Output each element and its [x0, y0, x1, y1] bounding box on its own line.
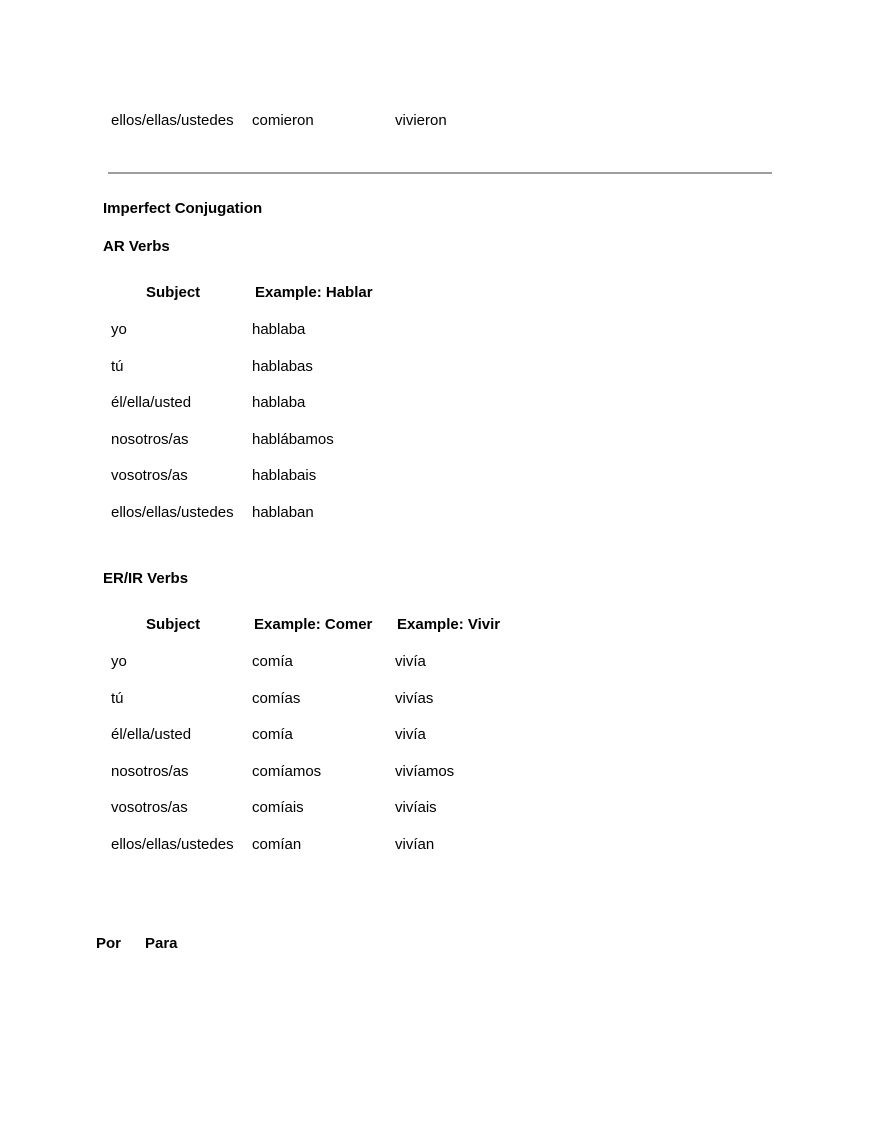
comer-cell: comieron	[252, 112, 314, 129]
subject-cell: nosotros/as	[111, 430, 189, 448]
conjugation-cell: vivían	[395, 836, 435, 853]
column-header: Subject	[146, 616, 201, 633]
column-header: Subject	[146, 284, 201, 301]
subject-cell: nosotros/as	[111, 762, 189, 780]
subject-cell: él/ella/usted	[111, 394, 192, 412]
subject-cell: ellos/ellas/ustedes	[111, 836, 234, 853]
conjugation-cell: hablábamos	[252, 430, 334, 448]
para-heading: Para	[145, 935, 178, 952]
conjugation-cell: vivíamos	[395, 762, 455, 780]
conjugation-cell: comía	[252, 726, 293, 744]
conjugation-cell: comía	[252, 653, 293, 670]
conjugation-cell: comíais	[252, 799, 304, 817]
conjugation-cell: comíamos	[252, 762, 322, 780]
conjugation-cell: hablaban	[252, 504, 314, 521]
conjugation-cell: comían	[252, 836, 302, 853]
subject-cell: ellos/ellas/ustedes	[111, 112, 234, 129]
subject-cell: yo	[111, 321, 127, 338]
subject-cell: tú	[111, 357, 124, 375]
conjugation-cell: vivíais	[395, 799, 437, 817]
conjugation-cell: hablaba	[252, 394, 306, 412]
section-title: Imperfect Conjugation	[103, 200, 263, 217]
conjugation-cell: hablaba	[252, 321, 306, 338]
conjugation-cell: vivías	[395, 689, 434, 707]
vivir-cell: vivieron	[395, 112, 447, 129]
conjugation-cell: hablabas	[252, 357, 313, 375]
subject-cell: yo	[111, 653, 127, 670]
conjugation-cell: hablabais	[252, 467, 317, 485]
por-heading: Por	[96, 935, 122, 952]
column-header: Example: Vivir	[397, 616, 501, 633]
subject-cell: ellos/ellas/ustedes	[111, 504, 234, 521]
conjugation-cell: vivía	[395, 653, 426, 670]
conjugation-cell: vivía	[395, 726, 426, 744]
column-header: Example: Comer	[254, 616, 373, 633]
conjugation-cell: comías	[252, 689, 301, 707]
subject-cell: vosotros/as	[111, 799, 188, 817]
subject-cell: tú	[111, 689, 124, 707]
erir-verbs-heading: ER/IR Verbs	[103, 570, 189, 587]
subject-cell: él/ella/usted	[111, 726, 192, 744]
horizontal-divider	[108, 172, 772, 174]
column-header: Example: Hablar	[255, 284, 373, 301]
ar-verbs-heading: AR Verbs	[103, 238, 170, 255]
subject-cell: vosotros/as	[111, 467, 188, 485]
